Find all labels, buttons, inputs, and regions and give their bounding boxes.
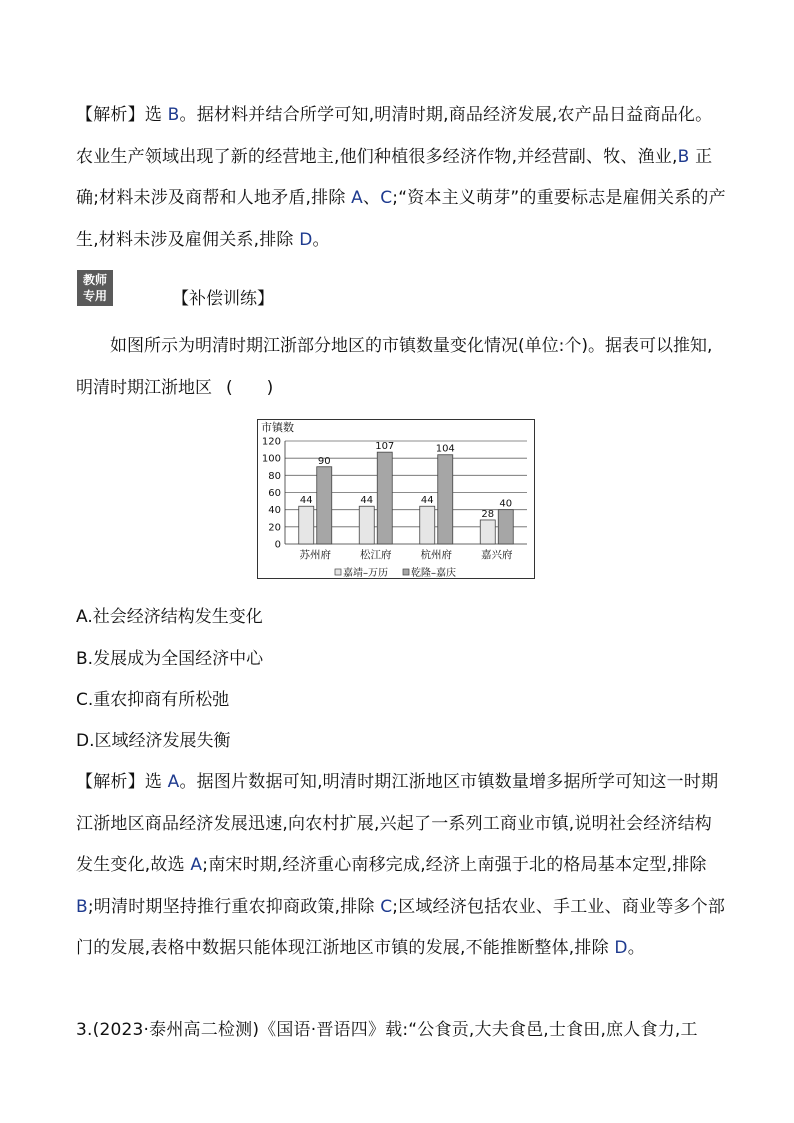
analysis-2: 【解析】选 A。据图片数据可知,明清时期江浙地区市镇数量增多据所学可知这一时期江浙地区商品经济发展迅速,向农村扩展,兴起了一系列工商业市镇,说明社会经济结构发生变化,故选 A;南宋时期,经济重心南移完成,经济上南强于北的格局基本定型,排除 B;明清时期坚持推行重农抑商政策,排除 C;区域经济包括农业、手工业、商业等多个部门的发展,表格中数据只能体现江浙地区市镇的发展,不能推断整体,排除 D。 [76,772,726,958]
y-tick-label: 60 [268,488,281,499]
data-label: 40 [499,498,513,510]
x-category-label: 杭州府 [420,549,452,561]
x-category-label: 嘉兴府 [481,549,513,561]
bar [359,506,374,544]
question-stem: 如图所示为明清时期江浙部分地区的市镇数量变化情况(单位:个)。据表可以推知,明清时期江浙地区 ( ) [76,336,713,398]
bar-chart [257,419,535,579]
question-3: 3.(2023·泰州高二检测)《国语·晋语四》载:“公食贡,大夫食邑,士食田,庶人食力,工 [76,1020,698,1040]
option-c[interactable]: C.重农抑商有所松弛 [76,690,230,710]
x-category-label: 苏州府 [299,549,331,561]
data-label: 90 [317,455,331,467]
y-tick-label: 0 [274,539,281,551]
bar [299,506,314,544]
bar [438,455,453,544]
y-tick-label: 20 [268,522,281,534]
y-tick-label: 80 [268,470,281,482]
answer-letter: B [167,105,180,125]
bar [377,452,392,544]
bar [420,506,435,544]
legend-swatch [403,569,409,575]
bar [498,510,513,544]
x-category-label: 松江府 [360,549,392,561]
analysis-tag: 【解析】 [76,772,145,792]
option-a[interactable]: A.社会经济结构发生变化 [76,607,263,627]
analysis-tag: 【解析】 [76,105,145,125]
data-label: 107 [375,441,395,453]
option-b[interactable]: B.发展成为全国经济中心 [76,649,264,669]
bar [480,520,495,544]
y-tick-label: 120 [261,436,281,448]
legend-swatch [335,569,341,575]
legend-label: 乾隆–嘉庆 [411,568,456,579]
answer-letter: A [167,772,180,792]
chart-svg [257,419,535,579]
data-label: 104 [435,443,455,455]
data-label: 44 [299,495,313,507]
data-label: 28 [481,508,495,520]
legend-label: 嘉靖–万历 [343,568,388,579]
teacher-only-badge: 教师 专用 [77,270,113,306]
data-label: 44 [420,495,434,507]
bar [317,467,332,544]
y-axis-label: 市镇数 [261,421,294,434]
data-label: 44 [360,495,374,507]
y-tick-label: 100 [261,453,281,465]
option-d[interactable]: D.区域经济发展失衡 [76,731,231,751]
analysis-1: 【解析】选 B。据材料并结合所学可知,明清时期,商品经济发展,农产品日益商品化。农业生产领域出现了新的经营地主,他们种植很多经济作物,并经营副、牧、渔业,B 正确;材料未涉及商帮和人地矛盾,排除 A、C;“资本主义萌芽”的重要标志是雇佣关系的产生,材料未涉及雇佣关系,排除 D。 [76,105,726,250]
section-title: 【补偿训练】 [172,289,274,309]
y-tick-label: 40 [268,505,281,517]
answer-blank: ( ) [226,377,274,398]
